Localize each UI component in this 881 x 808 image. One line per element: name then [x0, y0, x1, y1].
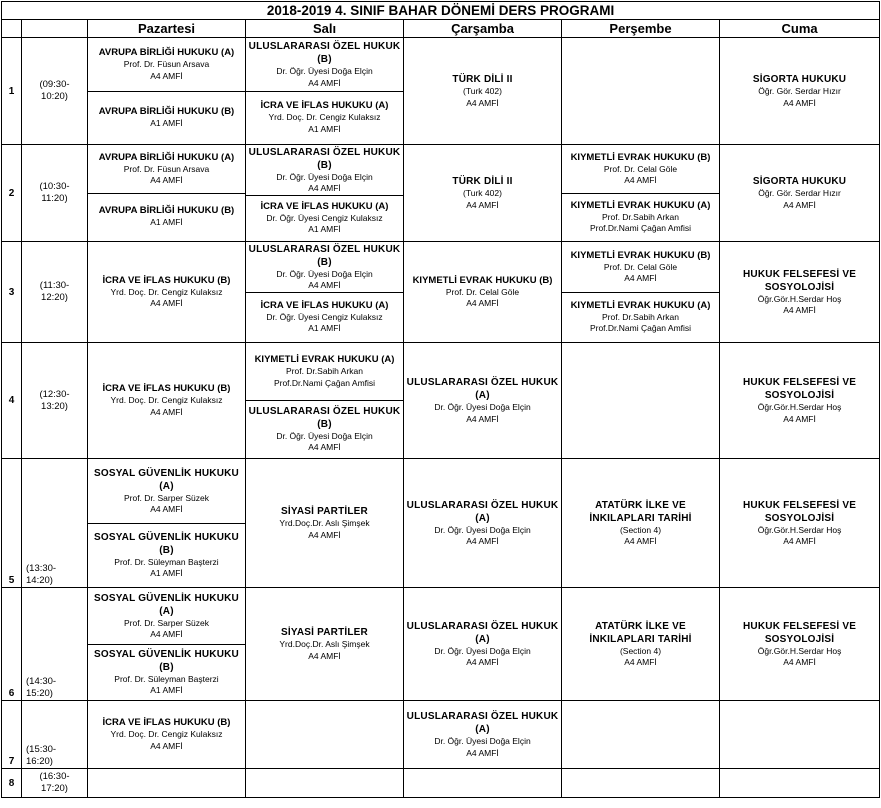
course-name: SİYASİ PARTİLER: [281, 506, 368, 517]
schedule-cell-cuma: [720, 38, 880, 145]
course-room: A4 AMFİ: [466, 199, 499, 210]
slot-row: [2, 145, 880, 242]
course-entry: [246, 400, 403, 458]
course-room: A4 AMFİ: [624, 657, 657, 667]
course-instructor: Dr. Öğr. Üyesi Doğa Elçin: [434, 524, 531, 535]
course-entry: [88, 39, 245, 91]
course-entry: [562, 243, 719, 292]
course-entry: [88, 146, 245, 193]
slot-time-line: 15:20): [26, 688, 53, 699]
course-room: A1 AMFİ: [308, 123, 341, 134]
course-entry: [88, 91, 245, 144]
course-instructor: Öğr.Gör.H.Serdar Hoş: [757, 402, 842, 412]
course-room: A4 AMFİ: [783, 536, 816, 546]
slot-time: [22, 701, 88, 769]
course-entry: [88, 644, 245, 700]
course-instructor: Prof. Dr. Sarper Süzek: [123, 617, 210, 628]
corner-cell: [2, 20, 22, 38]
course-name: SOSYAL GÜVENLİK HUKUKU (A): [94, 592, 239, 617]
day-header-carsamba: Çarşamba: [404, 20, 562, 38]
schedule-cell-pazartesi: [88, 701, 246, 769]
slot-time-line: 11:20): [41, 193, 68, 204]
course-room: A4 AMFİ: [783, 305, 816, 315]
schedule-cell-carsamba: [404, 701, 562, 769]
slot-time: [22, 145, 88, 242]
course-name: KIYMETLİ EVRAK HUKUKU (A): [570, 299, 711, 311]
slot-time-line: 16:20): [26, 756, 53, 767]
course-instructor: Dr. Öğr. Üyesi Doğa Elçin: [434, 645, 531, 656]
schedule-cell-cuma: [720, 343, 880, 459]
course-instructor: Prof. Dr. Füsun Arsava: [123, 59, 210, 69]
course-entry: [404, 620, 561, 669]
course-instructor: Yrd. Doç. Dr. Cengiz Kulaksız: [110, 286, 223, 297]
course-name: ULUSLARARASI ÖZEL HUKUK (B): [248, 243, 401, 268]
schedule-cell-carsamba: [404, 459, 562, 588]
schedule-cell-sali: [246, 769, 404, 798]
slot-time: [22, 38, 88, 145]
schedule-cell-cuma: [720, 769, 880, 798]
course-name: TÜRK DİLİ II: [452, 74, 513, 85]
page-title: 2018-2019 4. SINIF BAHAR DÖNEMİ DERS PROGRAMI: [2, 2, 880, 20]
course-entry: [720, 620, 879, 669]
slot-time: [22, 769, 88, 798]
course-room: A1 AMFİ: [308, 224, 341, 234]
course-instructor: Yrd.Doç.Dr. Aslı Şimşek: [279, 518, 370, 528]
schedule-cell-cuma: [720, 588, 880, 701]
course-instructor: Dr. Öğr. Üyesi Cengiz Kulaksız: [266, 212, 383, 223]
slot-time-line: (13:30-: [26, 563, 57, 574]
slot-number: 5: [2, 459, 22, 588]
course-entry: [404, 376, 561, 425]
slot-row: [2, 588, 880, 701]
course-room: A4 AMFİ: [308, 280, 341, 290]
course-instructor: Öğr.Gör.H.Serdar Hoş: [757, 524, 842, 535]
course-instructor: Dr. Öğr. Üyesi Doğa Elçin: [434, 736, 531, 746]
course-entry: [720, 499, 879, 548]
split-cell: [246, 146, 403, 241]
slot-number: 7: [2, 701, 22, 769]
course-instructor: Prof. Dr.Sabih Arkan: [601, 211, 679, 222]
day-header-row: [2, 20, 880, 38]
course-room: A4 AMFİ: [308, 650, 341, 661]
schedule-cell-persembe: [562, 242, 720, 343]
course-name: SOSYAL GÜVENLİK HUKUKU (B): [94, 648, 239, 673]
course-instructor: Prof. Dr. Füsun Arsava: [123, 163, 210, 174]
course-entry: [88, 383, 245, 418]
schedule-cell-carsamba: [404, 588, 562, 701]
schedule-cell-persembe: [562, 38, 720, 145]
course-name: ULUSLARARASI ÖZEL HUKUK (A): [406, 377, 559, 401]
course-entry: [246, 146, 403, 195]
course-room: A4 AMFİ: [624, 175, 657, 185]
course-room: A4 AMFİ: [150, 70, 183, 81]
course-room: A4 AMFİ: [150, 504, 183, 514]
course-name: İCRA VE İFLAS HUKUKU (A): [260, 299, 389, 311]
course-instructor: Dr. Öğr. Üyesi Doğa Elçin: [276, 430, 373, 441]
slot-time: [22, 459, 88, 588]
slot-time-line: (10:30-: [39, 181, 70, 192]
schedule-cell-sali: [246, 343, 404, 459]
course-entry: [562, 146, 719, 193]
schedule-cell-pazartesi: [88, 145, 246, 242]
schedule-cell-sali: [246, 701, 404, 769]
course-room: A4 AMFİ: [150, 629, 183, 639]
course-name: SİGORTA HUKUKU: [752, 74, 847, 85]
schedule-cell-pazartesi: [88, 38, 246, 145]
course-entry: [246, 626, 403, 662]
schedule-cell-pazartesi: [88, 242, 246, 343]
schedule-cell-sali: [246, 38, 404, 145]
course-entry: [246, 292, 403, 342]
course-instructor: Dr. Öğr. Üyesi Cengiz Kulaksız: [266, 311, 383, 322]
course-entry: [246, 505, 403, 541]
course-room: A1 AMFİ: [150, 568, 183, 578]
course-name: HUKUK FELSEFESİ VE SOSYOLOJİSİ: [743, 620, 857, 645]
slot-time-line: (11:30-: [39, 280, 70, 291]
schedule-cell-pazartesi: [88, 588, 246, 701]
schedule-cell-sali: [246, 459, 404, 588]
course-instructor: Öğr. Gör. Serdar Hızır: [758, 188, 841, 198]
course-name: ULUSLARARASI ÖZEL HUKUK (A): [406, 711, 559, 735]
course-room: A4 AMFİ: [466, 413, 499, 424]
split-cell: [562, 146, 719, 241]
slot-time-line: 12:20): [41, 292, 68, 303]
slot-time-line: 14:20): [26, 575, 53, 586]
course-name: KIYMETLİ EVRAK HUKUKU (B): [570, 249, 711, 261]
course-entry: [88, 193, 245, 241]
schedule-cell-sali: [246, 145, 404, 242]
schedule-cell-carsamba: [404, 242, 562, 343]
slot-row: [2, 343, 880, 459]
schedule-cell-carsamba: [404, 38, 562, 145]
course-room: A4 AMFİ: [308, 183, 341, 193]
schedule-cell-sali: [246, 242, 404, 343]
slot-number: 2: [2, 145, 22, 242]
course-entry: [88, 589, 245, 644]
day-header-pazartesi: Pazartesi: [88, 20, 246, 38]
schedule-table: [1, 1, 880, 798]
course-room: A4 AMFİ: [783, 413, 816, 424]
course-name: AVRUPA BİRLİĞİ HUKUKU (A): [98, 151, 235, 163]
schedule-cell-carsamba: [404, 343, 562, 459]
course-entry: [246, 344, 403, 401]
course-room: A4 AMFİ: [783, 199, 816, 210]
course-name: İCRA VE İFLAS HUKUKU (B): [102, 717, 231, 728]
course-room: A4 AMFİ: [783, 97, 816, 108]
course-instructor: (Section 4): [619, 524, 662, 535]
course-entry: [88, 717, 245, 752]
course-instructor: Öğr.Gör.H.Serdar Hoş: [757, 645, 842, 656]
course-room: A4 AMFİ: [466, 747, 499, 758]
course-instructor: Prof. Dr. Celal Göle: [445, 286, 520, 297]
course-room: A4 AMFİ: [308, 529, 341, 540]
course-entry: [246, 91, 403, 144]
course-room: A1 AMFİ: [308, 323, 341, 333]
course-entry: [562, 292, 719, 342]
schedule-cell-carsamba: [404, 769, 562, 798]
course-name: ULUSLARARASI ÖZEL HUKUK (A): [406, 499, 559, 524]
split-cell: [246, 243, 403, 342]
slot-number: 3: [2, 242, 22, 343]
slot-time-line: 10:20): [41, 91, 68, 102]
schedule-cell-pazartesi: [88, 459, 246, 588]
course-instructor: Prof. Dr. Celal Göle: [603, 261, 678, 272]
course-name: İCRA VE İFLAS HUKUKU (B): [102, 383, 231, 394]
split-cell: [88, 460, 245, 587]
course-name: HUKUK FELSEFESİ VE SOSYOLOJİSİ: [743, 268, 857, 293]
course-room: Prof.Dr.Nami Çağan Amfisi: [589, 323, 692, 333]
course-room: Prof.Dr.Nami Çağan Amfisi: [273, 377, 376, 388]
slot-row: [2, 38, 880, 145]
course-instructor: Yrd. Doç. Dr. Cengiz Kulaksız: [110, 395, 223, 405]
schedule-cell-pazartesi: [88, 343, 246, 459]
course-room: A1 AMFİ: [150, 117, 183, 128]
course-entry: [720, 73, 879, 109]
course-entry: [562, 193, 719, 241]
slot-time: [22, 343, 88, 459]
course-room: A4 AMFİ: [624, 536, 657, 546]
course-room: A4 AMFİ: [150, 298, 183, 308]
slot-time-line: 13:20): [41, 400, 68, 412]
course-entry: [720, 376, 879, 425]
slot-time-line: (16:30-: [39, 771, 70, 782]
slot-time-line: (09:30-: [39, 79, 70, 90]
schedule-cell-persembe: [562, 701, 720, 769]
course-name: İCRA VE İFLAS HUKUKU (B): [102, 274, 231, 286]
course-name: SİYASİ PARTİLER: [281, 627, 368, 638]
course-entry: [246, 39, 403, 91]
slot-row: [2, 701, 880, 769]
time-header-cell: [22, 20, 88, 38]
course-name: AVRUPA BİRLİĞİ HUKUKU (B): [98, 205, 235, 217]
course-name: İCRA VE İFLAS HUKUKU (A): [260, 100, 389, 111]
course-instructor: Prof. Dr. Celal Göle: [603, 163, 678, 174]
course-instructor: Öğr. Gör. Serdar Hızır: [758, 86, 841, 96]
course-name: KIYMETLİ EVRAK HUKUKU (A): [570, 199, 711, 211]
course-name: ULUSLARARASI ÖZEL HUKUK (B): [248, 146, 401, 171]
course-name: KIYMETLİ EVRAK HUKUKU (B): [570, 151, 711, 163]
course-entry: [562, 620, 719, 669]
schedule-cell-cuma: [720, 459, 880, 588]
course-instructor: Dr. Öğr. Üyesi Doğa Elçin: [276, 268, 373, 279]
slot-number: 8: [2, 769, 22, 798]
course-name: AVRUPA BİRLİĞİ HUKUKU (A): [98, 47, 235, 58]
course-entry: [404, 73, 561, 109]
slot-time: [22, 242, 88, 343]
course-instructor: Dr. Öğr. Üyesi Doğa Elçin: [276, 171, 373, 182]
course-entry: [404, 175, 561, 211]
course-instructor: (Turk 402): [463, 86, 502, 96]
schedule-cell-cuma: [720, 242, 880, 343]
slot-number: 6: [2, 588, 22, 701]
course-name: ATATÜRK İLKE VE İNKILAPLARI TARİHİ: [589, 499, 692, 524]
course-room: A4 AMFİ: [783, 657, 816, 667]
course-instructor: Yrd. Doç. Dr. Cengiz Kulaksız: [268, 112, 381, 122]
course-instructor: Yrd.Doç.Dr. Aslı Şimşek: [279, 639, 370, 649]
course-name: SOSYAL GÜVENLİK HUKUKU (A): [94, 467, 239, 492]
course-room: A4 AMFİ: [150, 740, 183, 751]
schedule-cell-pazartesi: [88, 769, 246, 798]
course-name: SİGORTA HUKUKU: [752, 176, 847, 187]
slot-time-line: (12:30-: [39, 388, 70, 400]
course-name: AVRUPA BİRLİĞİ HUKUKU (B): [98, 105, 235, 117]
course-instructor: Dr. Öğr. Üyesi Doğa Elçin: [276, 66, 373, 76]
course-name: İCRA VE İFLAS HUKUKU (A): [260, 200, 389, 212]
course-entry: [720, 175, 879, 211]
course-name: ULUSLARARASI ÖZEL HUKUK (B): [248, 405, 401, 430]
split-cell: [246, 344, 403, 458]
course-room: A4 AMFİ: [466, 298, 499, 308]
slot-time-line: 17:20): [41, 783, 68, 794]
course-name: ULUSLARARASI ÖZEL HUKUK (A): [406, 620, 559, 645]
course-entry: [404, 499, 561, 548]
course-entry: [246, 243, 403, 292]
split-cell: [246, 39, 403, 144]
course-name: TÜRK DİLİ II: [452, 176, 513, 187]
course-name: KIYMETLİ EVRAK HUKUKU (B): [412, 274, 553, 286]
course-name: HUKUK FELSEFESİ VE SOSYOLOJİSİ: [743, 377, 857, 401]
course-instructor: Prof. Dr.Sabih Arkan: [601, 311, 679, 322]
schedule-cell-persembe: [562, 459, 720, 588]
split-cell: [88, 589, 245, 700]
course-name: ATATÜRK İLKE VE İNKILAPLARI TARİHİ: [589, 620, 692, 645]
split-cell: [562, 243, 719, 342]
course-room: A4 AMFİ: [466, 97, 499, 108]
course-room: A4 AMFİ: [150, 406, 183, 417]
day-header-cuma: Cuma: [720, 20, 880, 38]
schedule-cell-persembe: [562, 145, 720, 242]
course-entry: [562, 499, 719, 548]
day-header-persembe: Perşembe: [562, 20, 720, 38]
slot-row: [2, 242, 880, 343]
schedule-cell-persembe: [562, 769, 720, 798]
course-room: A4 AMFİ: [466, 536, 499, 546]
slot-row: [2, 459, 880, 588]
course-entry: [404, 275, 561, 310]
course-instructor: (Section 4): [619, 645, 662, 656]
slot-time: [22, 588, 88, 701]
course-instructor: Yrd. Doç. Dr. Cengiz Kulaksız: [110, 729, 223, 739]
course-room: A4 AMFİ: [308, 442, 341, 453]
course-entry: [246, 195, 403, 241]
course-instructor: Prof. Dr.Sabih Arkan: [285, 366, 363, 377]
course-instructor: (Turk 402): [463, 188, 502, 198]
slot-time-line: (14:30-: [26, 676, 57, 687]
course-room: A1 AMFİ: [150, 685, 183, 695]
course-instructor: Prof. Dr. Süleyman Başterzi: [114, 673, 219, 684]
course-instructor: Prof. Dr. Süleyman Başterzi: [114, 556, 219, 567]
split-cell: [88, 39, 245, 144]
schedule-cell-cuma: [720, 145, 880, 242]
course-instructor: Dr. Öğr. Üyesi Doğa Elçin: [434, 402, 531, 412]
schedule-cell-persembe: [562, 343, 720, 459]
course-entry: [404, 710, 561, 759]
course-name: SOSYAL GÜVENLİK HUKUKU (B): [94, 531, 239, 556]
schedule-cell-cuma: [720, 701, 880, 769]
schedule-cell-sali: [246, 588, 404, 701]
slot-number: 4: [2, 343, 22, 459]
day-header-sali: Salı: [246, 20, 404, 38]
course-room: A1 AMFİ: [150, 217, 183, 228]
course-room: A4 AMFİ: [150, 175, 183, 185]
slot-time-line: (15:30-: [26, 744, 57, 755]
course-entry: [88, 460, 245, 523]
course-instructor: Öğr.Gör.H.Serdar Hoş: [757, 293, 842, 304]
course-room: A4 AMFİ: [308, 77, 341, 88]
slot-number: 1: [2, 38, 22, 145]
schedule-cell-persembe: [562, 588, 720, 701]
course-name: HUKUK FELSEFESİ VE SOSYOLOJİSİ: [743, 499, 857, 524]
schedule-cell-carsamba: [404, 145, 562, 242]
course-entry: [720, 268, 879, 317]
slot-row: [2, 769, 880, 798]
course-name: ULUSLARARASI ÖZEL HUKUK (B): [248, 41, 401, 65]
course-room: Prof.Dr.Nami Çağan Amfisi: [589, 223, 692, 233]
course-room: A4 AMFİ: [466, 657, 499, 667]
course-room: A4 AMFİ: [624, 273, 657, 283]
course-entry: [88, 275, 245, 310]
course-name: KIYMETLİ EVRAK HUKUKU (A): [254, 354, 395, 366]
course-instructor: Prof. Dr. Sarper Süzek: [123, 492, 210, 503]
split-cell: [88, 146, 245, 241]
course-entry: [88, 523, 245, 587]
